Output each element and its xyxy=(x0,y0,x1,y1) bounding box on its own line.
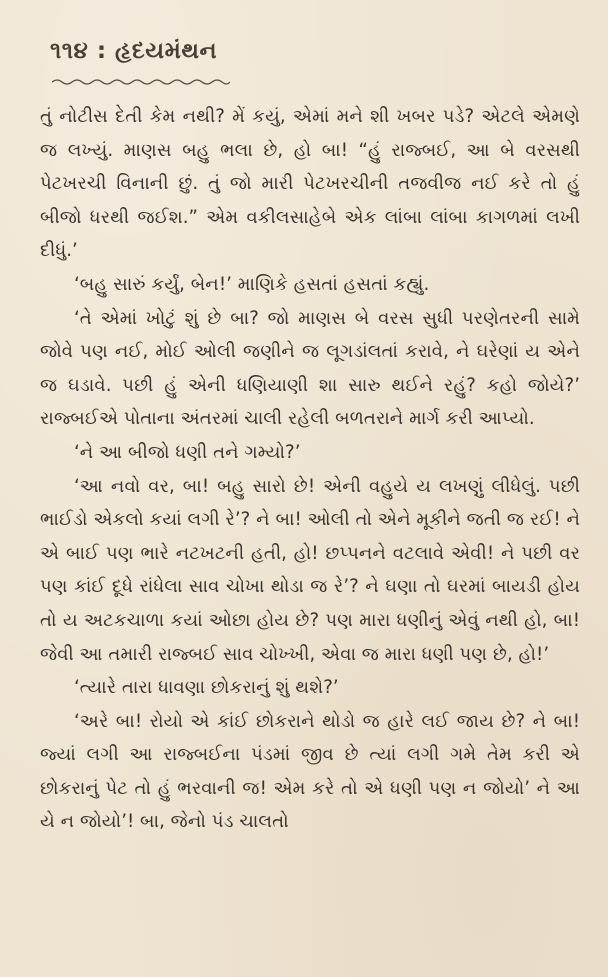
paragraph: ‘તે એમાં ખોટું શું છે બા? જો માણસ બે વરસ સુધી પરણેતરની સામે જોવે પણ નઈ, મોઈ ઓલી જણીને જ લૂગડાંલતાં કરાવે, ને ઘરેણાં ય એને જ ઘડાવે. પછી હું એની ધણિયાણી શા સારુ થઈને રહું? કહો જોયે?’ રાજ્બઈએ પોતાના અંતરમાં ચાલી રહેલી બળતરાને માર્ગ કરી આપ્યો. xyxy=(40,307,580,430)
body-text xyxy=(40,100,580,839)
paragraph: ‘ને આ બીજો ધણી તને ગમ્યો?’ xyxy=(74,441,301,463)
paragraph: ‘બહુ સારું કર્યું, બેન!’ માણિકે હસતાં હસતાં કહ્યું. xyxy=(74,273,430,295)
paragraph: ‘ત્યારે તારા ધાવણા છોકરાનું શું થશે?’ xyxy=(74,677,339,699)
paragraph: તું નોટીસ દેતી કેમ નથી? મેં કયું, એમાં મને શી ખબર પડે? એટલે એમણે જ લખ્યું. માણસ બહુ ભલા છે, હો બા! “હું રાજ્બઈ, આ બે વરસથી પેટખરચી વિનાની છું. તું જો મારી પેટખરચીની તજવીજ નઈ કરે તો હું બીજો ધરથી જઈશ.” એમ વકીલસાહેબે એક લાંબા લાંબા કાગળમાં લખી દીધું.’ xyxy=(40,106,580,262)
paragraph: ‘આ નવો વર, બા! બહુ સારો છે! એની વહુયે ય લખણું લીધેલું. પછી ભાઈડો એકલો કયાં લગી રે’? ને બા! ઓલી તો એને મૂકીને જતી જ રઈ! ને એ બાઈ પણ ભારે નટખટની હતી, હો! છપ્પનને વટલાવે એવી! ને પછી વર પણ કાંઈ દૂધે રાંધેલા સાવ ચોખા થોડા જ રે’? ને ઘણા તો ઘરમાં બાયડી હોય તો ય અટકચાળા કયાં ઓછા હોય છે? પણ મારા ધણીનું એવું નથી હો, બા! જેવી આ તમારી રાજ્બઈ સાવ ચોખ્ખી, એવા જ મારા ધણી પણ છે, હો!’ xyxy=(40,475,580,665)
running-header xyxy=(50,38,217,64)
page-number: ૧૧૪ xyxy=(50,38,89,64)
header-separator: : xyxy=(96,38,107,64)
paragraph: ‘અરે બા! રોયો એ કાંઈ છોકરાને થોડો જ હારે લઈ જાય છે? ને બા! જ્યાં લગી આ રાજ્બઈના પંડમાં જીવ છે ત્યાં લગી ગમે તેમ કરી એ છોકરાનું પેટ તો હું ભરવાની જ! એમ કરે તો એ ધણી પણ ન જોયો’ ને આ યે ન જોયો’! બા, જેનો પંડ ચાલતો xyxy=(40,710,580,833)
book-title: હૃદયમંથન xyxy=(115,38,218,64)
header-wavy-underline xyxy=(52,78,230,86)
